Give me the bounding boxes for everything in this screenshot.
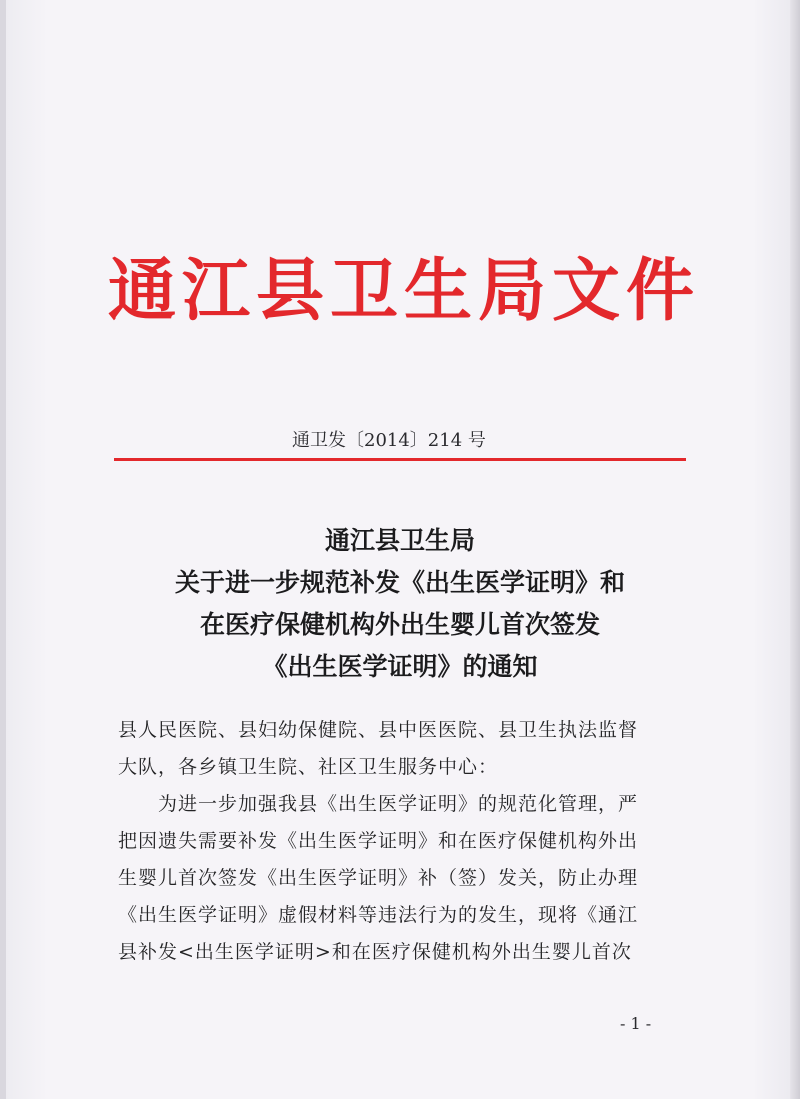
body-paragraph <box>118 786 688 971</box>
document-number: 通卫发〔2014〕214 号 <box>292 430 486 451</box>
notice-title-line: 通江县卫生局 <box>324 526 475 555</box>
recipients-line: 大队，各乡镇卫生院、社区卫生服务中心： <box>118 756 499 778</box>
scan-edge-left <box>0 0 6 1099</box>
body-line: 为进一步加强我县《出生医学证明》的规范化管理，严 <box>158 793 639 815</box>
body-line: 县补发<出生医学证明>和在医疗保健机构外出生婴儿首次 <box>118 941 632 963</box>
page-number: - 1 - <box>620 1014 652 1033</box>
body-line: 生婴儿首次签发《出生医学证明》补（签）发关，防止办理 <box>118 867 639 889</box>
recipients-block <box>118 712 688 786</box>
document-header-title: 通江县卫生局文件 <box>108 252 701 331</box>
recipients-line: 县人民医院、县妇幼保健院、县中医医院、县卫生执法监督 <box>118 719 639 741</box>
header-divider-line <box>114 458 686 461</box>
notice-title-line: 关于进一步规范补发《出生医学证明》和 <box>174 568 625 597</box>
notice-title-line: 《出生医学证明》的通知 <box>262 652 538 681</box>
body-line: 《出生医学证明》虚假材料等违法行为的发生，现将《通江 <box>118 904 639 926</box>
notice-title-line: 在医疗保健机构外出生婴儿首次签发 <box>199 610 600 639</box>
body-line: 把因遗失需要补发《出生医学证明》和在医疗保健机构外出 <box>118 830 639 852</box>
notice-title <box>110 520 690 688</box>
scan-edge-right <box>790 0 800 1099</box>
